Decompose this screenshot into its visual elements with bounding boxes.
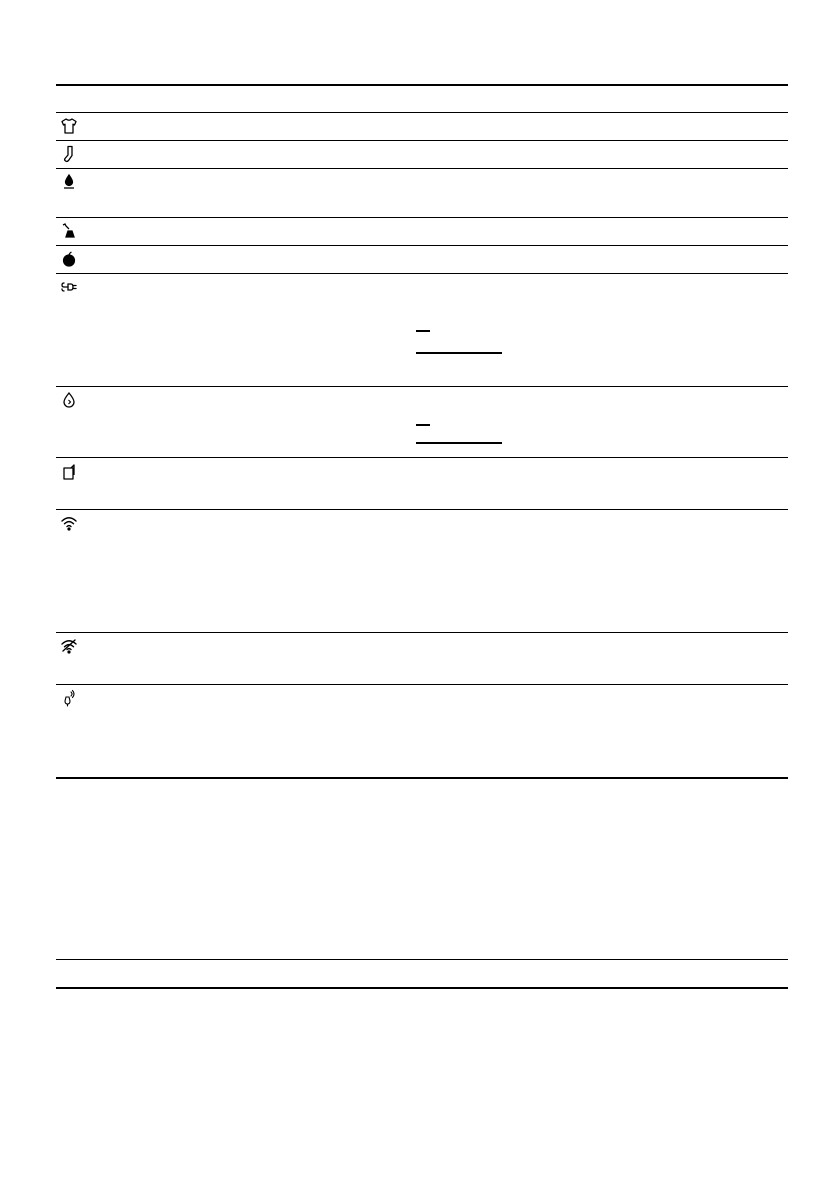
wifi-icon xyxy=(60,514,78,532)
water-drop-on-surface-icon xyxy=(60,173,78,191)
shirt-icon xyxy=(60,117,78,135)
underline-mark xyxy=(416,352,502,354)
underline-mark xyxy=(416,442,502,444)
row-divider xyxy=(56,632,788,633)
row-divider xyxy=(56,168,788,169)
remote-start-icon xyxy=(60,689,78,707)
plug-icon xyxy=(60,278,78,296)
table-top-rule xyxy=(56,84,788,86)
table-bottom-rule xyxy=(56,987,788,989)
row-divider xyxy=(56,457,788,458)
underline-mark xyxy=(416,424,430,426)
apple-icon xyxy=(60,250,78,268)
row-divider xyxy=(56,245,788,246)
table-bottom-rule xyxy=(56,777,788,779)
row-divider xyxy=(56,386,788,387)
underline-mark xyxy=(416,330,430,332)
row-divider xyxy=(56,273,788,274)
table-row-rule xyxy=(56,959,788,960)
water-drop-icon xyxy=(60,391,78,409)
row-divider xyxy=(56,140,788,141)
row-divider xyxy=(56,509,788,510)
wifi-off-icon xyxy=(60,637,78,655)
sock-icon xyxy=(60,145,78,163)
table-header-rule xyxy=(56,112,788,113)
door-open-icon xyxy=(60,463,78,481)
water-tap-icon xyxy=(60,222,78,240)
row-divider xyxy=(56,684,788,685)
row-divider xyxy=(56,217,788,218)
